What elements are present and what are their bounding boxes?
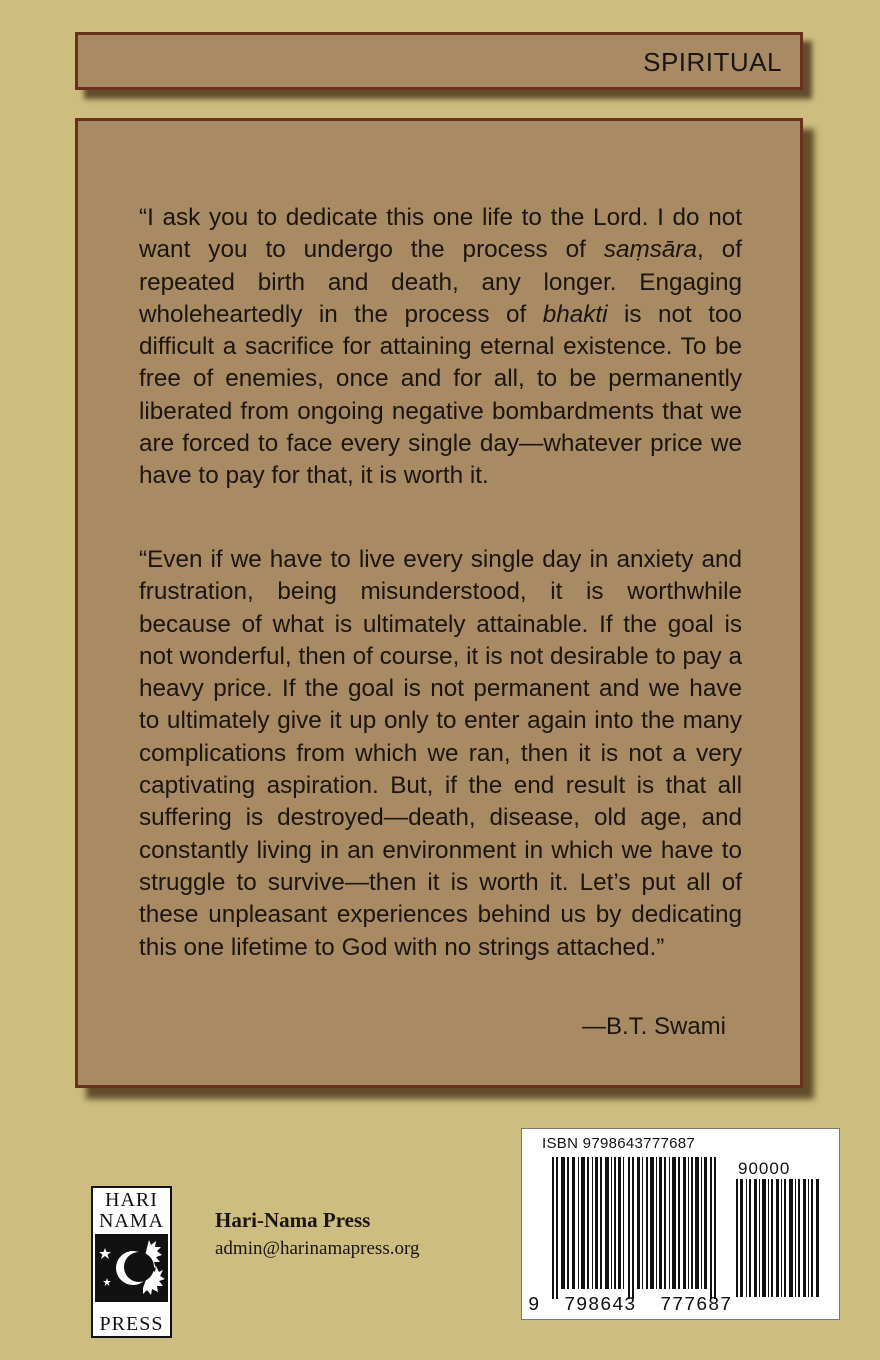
addon-number: 90000 [738,1159,791,1178]
category-banner [75,32,803,90]
quote-panel [75,118,803,1088]
quote-text: is not too difficult a sacrifice for attaining eternal existence. To be free of enemies, once and for all, to be permanently liberated from ongoing negative bombardments that we are forced to face every single day—whatever price we have to pay for that, it is worth it. [139,300,742,490]
isbn-barcode [552,1157,720,1299]
logo-word-press: PRESS [99,1313,164,1335]
publisher-email[interactable]: admin@harinamapress.org [215,1238,420,1259]
quote-term-samsara: saṃsāra [603,236,698,264]
quote-term-bhakti: bhakti [542,300,608,328]
logo-word-hari: HARI [105,1189,158,1211]
quote-attribution: —B.T. Swami [581,1013,726,1040]
barcode-digits: 9 798643 777687 [528,1294,733,1316]
quote-paragraph-2: “Even if we have to live every single day in anxiety and frustration, being misunderstood, it is worthwhile because of what is ultimately attainable. If the goal is not wonderful, then of course, it is not desirable to pay a heavy price. If the goal is not permanent and we have to ultimately give it up only to enter again into the many complications from which we ran, then it is not a very captivating aspiration. But, if the end result is that all suffering is destroyed—death, disease, old age, and constantly living in an environment in which we have to struggle to survive—then it is worth it. Let’s put all of these unpleasant experiences behind us by dedicating this one lifetime to God with no strings attached.” [139,546,742,961]
publisher-name: Hari-Nama Press [215,1208,371,1232]
barcode-panel [521,1128,840,1320]
isbn-label: ISBN 9798643777687 [542,1135,696,1152]
addon-barcode [736,1179,820,1297]
logo-word-nama: NAMA [98,1210,165,1232]
publisher-logo [91,1186,172,1338]
quote-paragraph-1 [139,202,742,493]
quote-text: “I ask you to dedicate this one life to the Lord. I do not want you to undergo the process of [139,204,742,264]
quote-text: , of repeated birth and death, any longer. Engaging wholeheartedly in the process of [139,236,743,328]
moon-sun-icon [95,1234,168,1302]
category-label: SPIRITUAL [643,47,782,77]
